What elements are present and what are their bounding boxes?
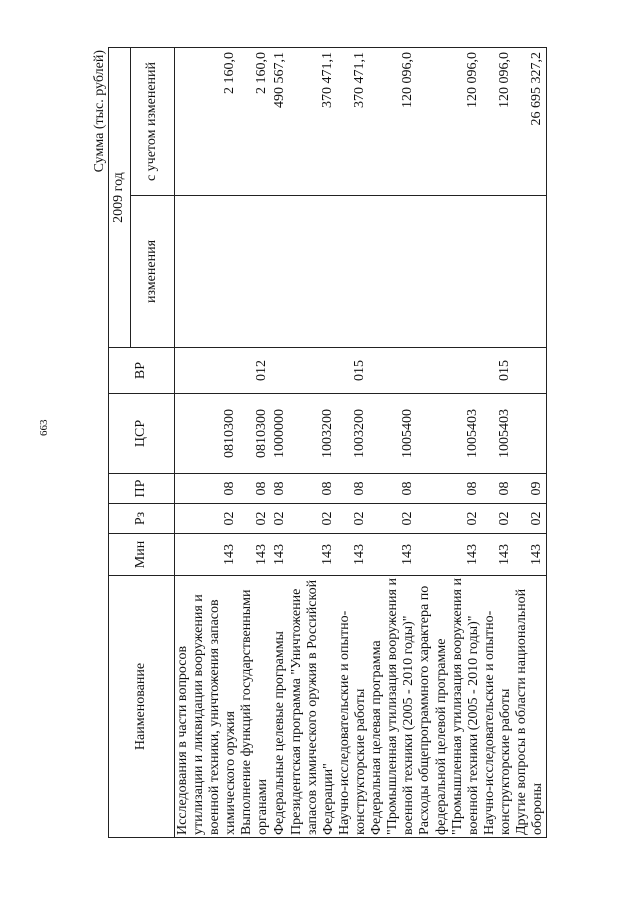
row-pr: 09 [514, 474, 547, 504]
table-row [175, 48, 240, 838]
table-row [514, 48, 547, 838]
row-name: Выполнение функций государственными органами [239, 576, 271, 838]
row-min: 143 [417, 534, 481, 576]
row-rz: 02 [369, 504, 417, 534]
row-changes [514, 196, 547, 348]
row-rz: 02 [175, 504, 240, 534]
header-pr: ПР [109, 474, 175, 504]
page-number: 663 [38, 419, 50, 436]
row-csr: 0810300 [175, 394, 240, 474]
row-vr [369, 348, 417, 394]
row-amount: 2 160,0 [175, 48, 240, 196]
row-changes [369, 196, 417, 348]
row-min: 143 [175, 534, 240, 576]
table-row [417, 48, 481, 838]
table-row [337, 48, 369, 838]
row-pr: 08 [272, 474, 289, 504]
row-name: Научно-исследовательские и опытно-конструкторские работы [482, 576, 514, 838]
row-name: Исследования в части вопросов утилизации и ликвидации вооружения и военной техники, уничтожения запасов химического оружия [175, 576, 240, 838]
row-pr: 08 [369, 474, 417, 504]
table-row [272, 48, 289, 838]
row-csr: 1003200 [289, 394, 337, 474]
row-rz: 02 [417, 504, 481, 534]
table-row [289, 48, 337, 838]
row-vr: 015 [337, 348, 369, 394]
header-with-changes: с учетом изменений [131, 48, 175, 196]
row-min: 143 [289, 534, 337, 576]
row-rz: 02 [239, 504, 271, 534]
header-csr: ЦСР [109, 394, 175, 474]
row-min: 143 [239, 534, 271, 576]
row-min: 143 [482, 534, 514, 576]
row-vr [289, 348, 337, 394]
table-row [239, 48, 271, 838]
row-vr [175, 348, 240, 394]
row-amount: 370 471,1 [289, 48, 337, 196]
table-body [175, 48, 547, 838]
row-amount: 26 695 327,2 [514, 48, 547, 196]
table-row [369, 48, 417, 838]
row-name: Другие вопросы в области национальной обороны [514, 576, 547, 838]
row-changes [239, 196, 271, 348]
row-min: 143 [272, 534, 289, 576]
row-vr: 012 [239, 348, 271, 394]
row-changes [272, 196, 289, 348]
row-vr [514, 348, 547, 394]
row-changes [289, 196, 337, 348]
row-vr: 015 [482, 348, 514, 394]
row-csr: 1005403 [417, 394, 481, 474]
row-csr [514, 394, 547, 474]
table-caption: Сумма (тыс. рублей) [92, 50, 107, 173]
row-min: 143 [337, 534, 369, 576]
row-pr: 08 [289, 474, 337, 504]
row-csr: 1003200 [337, 394, 369, 474]
row-amount: 2 160,0 [239, 48, 271, 196]
row-amount: 120 096,0 [369, 48, 417, 196]
row-name: Президентская программа "Уничтожение запасов химического оружия в Российской Федерации" [289, 576, 337, 838]
budget-table [108, 47, 547, 838]
row-vr [272, 348, 289, 394]
row-rz: 02 [289, 504, 337, 534]
row-name: Федеральная целевая программа "Промышленная утилизация вооружения и военной техники (2005 - 2010 годы)" [369, 576, 417, 838]
row-pr: 08 [239, 474, 271, 504]
row-min: 143 [369, 534, 417, 576]
row-rz: 02 [514, 504, 547, 534]
row-csr: 0810300 [239, 394, 271, 474]
header-year: 2009 год [109, 48, 131, 348]
row-changes [482, 196, 514, 348]
row-pr: 08 [482, 474, 514, 504]
row-changes [417, 196, 481, 348]
row-pr: 08 [337, 474, 369, 504]
row-name: Расходы общепрограммного характера по федеральной целевой программе "Промышленная утилизация вооружения и военной техники (2005 - 2010 годы)" [417, 576, 481, 838]
header-name: Наименование [109, 576, 175, 838]
row-changes [337, 196, 369, 348]
row-csr: 1000000 [272, 394, 289, 474]
row-changes [175, 196, 240, 348]
header-vr: ВР [109, 348, 175, 394]
row-pr: 08 [417, 474, 481, 504]
row-rz: 02 [337, 504, 369, 534]
row-rz: 02 [482, 504, 514, 534]
row-rz: 02 [272, 504, 289, 534]
row-csr: 1005400 [369, 394, 417, 474]
row-amount: 370 471,1 [337, 48, 369, 196]
row-amount: 120 096,0 [417, 48, 481, 196]
header-min: Мин [109, 534, 175, 576]
header-changes: изменения [131, 196, 175, 348]
row-min: 143 [514, 534, 547, 576]
table-row [482, 48, 514, 838]
row-name: Федеральные целевые программы [272, 576, 289, 838]
header-rz: Рз [109, 504, 175, 534]
row-pr: 08 [175, 474, 240, 504]
rotated-page [92, 48, 600, 838]
row-amount: 490 567,1 [272, 48, 289, 196]
row-name: Научно-исследовательские и опытно-конструкторские работы [337, 576, 369, 838]
row-csr: 1005403 [482, 394, 514, 474]
row-amount: 120 096,0 [482, 48, 514, 196]
row-vr [417, 348, 481, 394]
